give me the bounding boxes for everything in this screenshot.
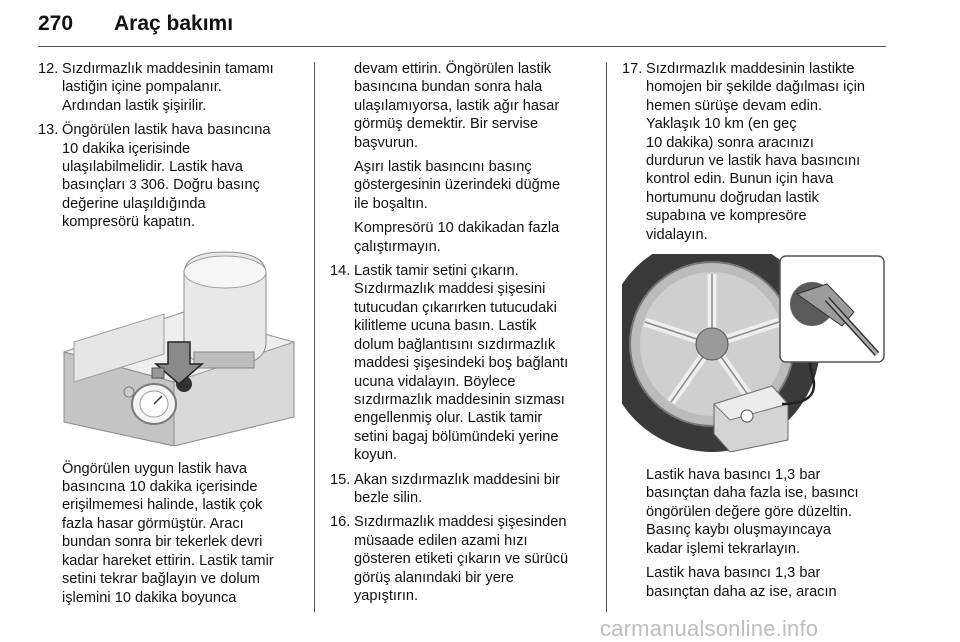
- step-number: 17.: [622, 61, 643, 77]
- text-line: basınçtan daha az ise, aracın: [646, 583, 837, 600]
- text-line: başvurun.: [354, 134, 419, 151]
- text-line: Lastik tamir setini çıkarın.: [354, 263, 519, 280]
- text-line: bezle silin.: [354, 489, 423, 506]
- text-line: kontrol edin. Bunun için hava: [646, 171, 834, 188]
- text-line: Akan sızdırmazlık maddesini bir: [354, 471, 561, 488]
- text-line: değerine ulaşıldığında: [62, 195, 206, 212]
- step-number: 15.: [330, 471, 351, 488]
- text-line: lastiğin içine pompalanır.: [62, 79, 222, 96]
- text-line: tutucudan çıkarırken tutucudaki: [354, 299, 557, 316]
- page-number: 270: [38, 12, 74, 35]
- text-line: Kompresörü 10 dakikadan fazla: [354, 220, 560, 237]
- step-13: [38, 121, 300, 231]
- text-line: koyun.: [354, 447, 397, 464]
- text-line: ulaşılamıyorsa, lastik ağır hasar: [354, 97, 560, 114]
- text-line: çalıştırmayın.: [354, 238, 441, 255]
- continued-paragraph: [330, 60, 598, 152]
- text-line: engellenmiş olur. Lastik tamir: [354, 410, 543, 427]
- text-line: Sızdırmazlık maddesinin lastikte: [646, 61, 855, 77]
- text-line: hortumunu doğrudan lastik: [646, 189, 819, 206]
- pressure-below-paragraph: [622, 564, 890, 601]
- text-line: basınçtan daha fazla ise, basıncı: [646, 485, 859, 502]
- step-number: 16.: [330, 514, 351, 531]
- step-12: [38, 60, 300, 115]
- text-line: setini bagaj bölümündeki yerine: [354, 428, 559, 445]
- text-line: Lastik hava basıncı 1,3 bar: [646, 565, 821, 582]
- text-line: Sızdırmazlık maddesi şişesini: [354, 281, 546, 298]
- pressure-above-paragraph: [622, 466, 890, 558]
- text-line: setini tekrar bağlayın ve dolum: [62, 571, 260, 588]
- column-divider-2: [606, 62, 607, 612]
- text-line: görmüş demektir. Bir servise: [354, 116, 539, 133]
- overpressure-paragraph: [330, 158, 598, 213]
- text-line: kadar hareket ettirin. Lastik tamir: [62, 552, 274, 569]
- text-line: Ardından lastik şişirilir.: [62, 97, 207, 114]
- text-line: göstergesinin üzerindeki düğme: [354, 177, 561, 194]
- text-line: gösteren etiketi çıkarın ve sürücü: [354, 551, 569, 568]
- text-line: basıncına 10 dakika içerisinde: [62, 479, 258, 496]
- text-line: ile boşaltın.: [354, 195, 428, 212]
- text-line: durdurun ve lastik hava basıncını: [646, 153, 861, 170]
- step-14: [330, 262, 598, 464]
- text-line: Aşırı lastik basıncını basınç: [354, 159, 532, 176]
- step-16: [330, 513, 598, 605]
- text-line: devam ettirin. Öngörülen lastik: [354, 61, 552, 77]
- step-15: [330, 471, 598, 508]
- text-line: öngörülen değere göre düzeltin.: [646, 503, 853, 520]
- text-line: kilitleme ucuna basın. Lastik: [354, 318, 537, 335]
- step-number: 13.: [38, 122, 59, 139]
- step-17: [622, 60, 890, 244]
- column-divider-1: [314, 62, 315, 612]
- page-title: Araç bakımı: [114, 12, 234, 35]
- site-watermark: carmanualsonline.info: [600, 616, 819, 641]
- text-line: erişilmemesi halinde, lastik çok: [62, 497, 263, 514]
- compressor-illustration: [34, 242, 300, 446]
- text-fragment: basınçları: [62, 177, 130, 194]
- text-line: işlemini 10 dakika boyunca: [62, 589, 237, 606]
- text-line: supabına ve kompresöre: [646, 208, 807, 225]
- text-line: 10 dakika içerisinde: [62, 140, 191, 157]
- text-line: Yaklaşık 10 km (en geç: [646, 116, 797, 133]
- text-line: Basınç kaybı oluşmayıncaya: [646, 522, 831, 539]
- text-line: Sızdırmazlık maddesinin tamamı: [62, 61, 274, 77]
- text-line: bundan sonra bir tekerlek devri: [62, 534, 263, 551]
- text-line: 10 dakika) sonra aracınızı: [646, 134, 814, 151]
- text-line: yapıştırın.: [354, 587, 419, 604]
- compressor-drawing: [34, 242, 300, 446]
- text-fragment: 306. Doğru basınç: [136, 177, 260, 194]
- wheel-compressor-illustration: [622, 254, 888, 452]
- column-right: [622, 60, 890, 607]
- text-line: dolum bağlantısını sızdırmazlık: [354, 336, 556, 353]
- header-divider: [38, 46, 886, 47]
- text-line-with-reference: [62, 176, 300, 194]
- text-line: fazla hasar görmüştür. Aracı: [62, 515, 244, 532]
- wheel-drawing: [622, 254, 888, 452]
- compressor-time-paragraph: [330, 219, 598, 256]
- text-line: Sızdırmazlık maddesi şişesinden: [354, 514, 567, 531]
- text-line: maddesi şişesindeki boş bağlantı: [354, 355, 569, 372]
- text-line: Öngörülen lastik hava basıncına: [62, 122, 271, 139]
- text-line: ucuna vidalayın. Böylece: [354, 373, 516, 390]
- note-paragraph: [38, 460, 300, 607]
- text-line: sızdırmazlık maddesinin sızması: [354, 391, 565, 408]
- text-line: ulaşılabilmelidir. Lastik hava: [62, 159, 243, 176]
- text-line: kompresörü kapatın.: [62, 214, 196, 231]
- column-middle: [330, 60, 598, 611]
- text-line: kadar işlemi tekrarlayın.: [646, 540, 801, 557]
- page-reference-arrow-icon[interactable]: 3: [129, 177, 137, 193]
- text-line: Öngörülen uygun lastik hava: [62, 460, 247, 477]
- text-line: vidalayın.: [646, 226, 708, 243]
- text-line: homojen bir şekilde dağılması için: [646, 79, 866, 96]
- step-number: 14.: [330, 263, 351, 280]
- text-line: müsaade edilen azami hızı: [354, 532, 528, 549]
- text-line: Lastik hava basıncı 1,3 bar: [646, 467, 821, 484]
- text-line: hemen sürüşe devam edin.: [646, 97, 823, 114]
- text-line: görüş alanındaki bir yere: [354, 569, 514, 586]
- step-number: 12.: [38, 61, 59, 77]
- column-left: [38, 60, 300, 613]
- text-line: basıncına bundan sonra hala: [354, 79, 543, 96]
